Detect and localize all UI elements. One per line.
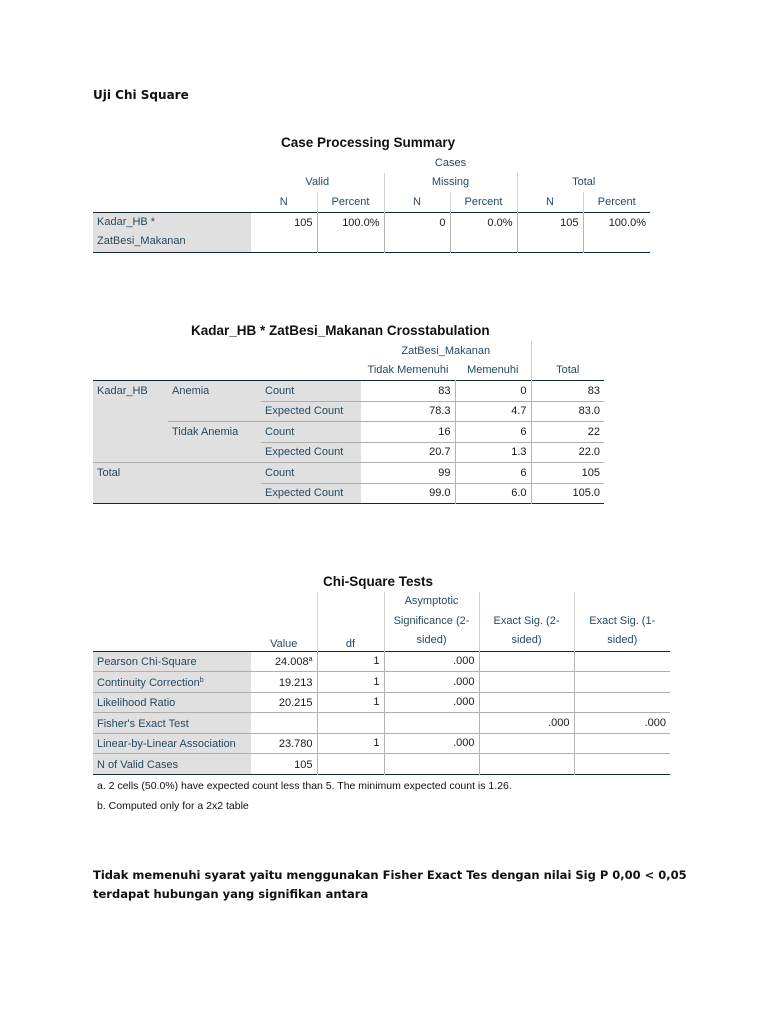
col-header-tidak-memenuhi: Tidak Memenuhi [367, 364, 449, 377]
test-df-cell: 1 [317, 672, 384, 693]
crosstab-cell: 4.7 [455, 401, 531, 422]
total-percent-cell: 100.0% [608, 216, 646, 229]
cases-header: Cases [434, 156, 467, 169]
test-df-cell: 1 [317, 733, 384, 754]
crosstab-col-group: ZatBesi_Makanan [361, 341, 531, 361]
stat-label: Expected Count [261, 442, 361, 463]
total-label: Total [93, 463, 261, 504]
crosstab-cell: 1.3 [455, 442, 531, 463]
group-header-valid: Valid [251, 173, 384, 193]
missing-percent-cell: 0.0% [450, 212, 517, 252]
category-label: Anemia [168, 381, 261, 422]
test-exact2-cell: .000 [479, 713, 574, 734]
stat-label: Expected Count [261, 483, 361, 504]
test-asymp-cell: .000 [384, 733, 479, 754]
test-exact2-cell [479, 754, 574, 775]
header-exact-sig-2-sided: Exact Sig. (2-sided) [479, 592, 574, 651]
table-row [93, 733, 670, 754]
test-exact1-cell: .000 [644, 716, 666, 729]
test-exact1-cell [574, 692, 670, 713]
test-exact2-cell [479, 692, 574, 713]
crosstab-table [93, 341, 604, 504]
test-value-cell: 105 [251, 754, 317, 775]
crosstab-cell: 16 [361, 422, 455, 443]
test-df-cell: 1 [317, 692, 384, 713]
test-exact2-cell [479, 733, 574, 754]
test-label: Fisher's Exact Test [93, 713, 251, 734]
crosstab-cell: 99.0 [361, 483, 455, 504]
crosstab-cell: 6 [455, 463, 531, 484]
test-exact2-cell [479, 672, 574, 693]
section-heading: Uji Chi Square [93, 88, 189, 102]
test-value-cell [251, 713, 317, 734]
test-asymp-cell [384, 713, 479, 734]
stat-label: Count [261, 422, 361, 443]
crosstab-cell: 22.0 [578, 446, 600, 459]
crosstab-cell: 78.3 [361, 401, 455, 422]
case-processing-title: Case Processing Summary [281, 135, 456, 150]
crosstab-cell: 83 [587, 384, 600, 397]
subheader-percent: Percent [450, 192, 517, 212]
crosstab-title: Kadar_HB * ZatBesi_Makanan Crosstabulation [191, 323, 490, 338]
test-exact1-cell [574, 651, 670, 672]
row-label: Kadar_HB * ZatBesi_Makanan [93, 212, 251, 252]
table-row [93, 754, 670, 775]
stat-label: Expected Count [261, 401, 361, 422]
test-exact1-cell [574, 754, 670, 775]
test-exact1-cell [574, 733, 670, 754]
test-value-cell: 19.213 [251, 672, 317, 693]
crosstab-cell: 83 [361, 381, 455, 402]
crosstab-cell: 22 [587, 425, 600, 438]
crosstab-cell: 0 [455, 381, 531, 402]
footnote-b: b. Computed only for a 2x2 table [97, 800, 249, 812]
header-exact-sig-1-sided: Exact Sig. (1-sided) [589, 614, 656, 646]
subheader-percent: Percent [597, 195, 636, 208]
test-exact1-cell [574, 672, 670, 693]
group-header-missing: Missing [384, 173, 517, 193]
subheader-n: N [251, 192, 317, 212]
footnote-a: a. 2 cells (50.0%) have expected count less than 5. The minimum expected count is 1.26. [97, 780, 512, 792]
test-df-cell: 1 [317, 651, 384, 672]
test-value-cell: 23.780 [251, 733, 317, 754]
table-row [93, 713, 670, 734]
crosstab-cell: 105 [581, 466, 600, 479]
chi-square-title: Chi-Square Tests [323, 574, 434, 589]
valid-n-cell: 105 [251, 212, 317, 252]
table-row [93, 692, 670, 713]
table-row [93, 651, 670, 672]
stat-label: Count [261, 381, 361, 402]
table-row [93, 381, 604, 402]
test-label: Likelihood Ratio [93, 692, 251, 713]
test-value-cell: 20.215 [251, 692, 317, 713]
test-asymp-cell: .000 [384, 651, 479, 672]
header-value: Value [251, 592, 317, 651]
chi-square-table [93, 592, 670, 775]
crosstab-cell: 105.0 [572, 487, 600, 500]
test-label: Pearson Chi-Square [93, 651, 251, 672]
stat-label: Count [261, 463, 361, 484]
header-df: df [317, 592, 384, 651]
test-df-cell [317, 713, 384, 734]
test-asymp-cell: .000 [384, 672, 479, 693]
test-label: Continuity Correction$^b$ [93, 672, 251, 693]
conclusion-text: Tidak memenuhi syarat yaitu menggunakan Fisher Exact Tes dengan nilai Sig P 0,00 < 0,05 terdapat hubungan yang signifikan antara [93, 868, 687, 901]
test-df-cell [317, 754, 384, 775]
subheader-n: N [517, 192, 583, 212]
missing-n-cell: 0 [384, 212, 450, 252]
valid-percent-cell: 100.0% [317, 212, 384, 252]
case-processing-table [93, 153, 650, 253]
crosstab-cell: 20.7 [361, 442, 455, 463]
total-n-cell: 105 [517, 212, 583, 252]
col-header-total: Total [556, 364, 580, 377]
var-label: Kadar_HB [93, 381, 168, 463]
header-asymptotic-significance: Asymptotic Significance (2-sided) [384, 592, 479, 651]
test-value-cell: 24.008$^a$ [251, 651, 317, 672]
crosstab-cell: 99 [361, 463, 455, 484]
crosstab-cell: 6.0 [455, 483, 531, 504]
col-header-memenuhi: Memenuhi [455, 361, 531, 381]
subheader-n: N [384, 192, 450, 212]
subheader-percent: Percent [317, 192, 384, 212]
table-row [93, 212, 650, 252]
category-label: Tidak Anemia [168, 422, 261, 463]
crosstab-cell: 83.0 [578, 405, 600, 418]
table-row [93, 463, 604, 484]
test-exact2-cell [479, 651, 574, 672]
test-label: N of Valid Cases [93, 754, 251, 775]
group-header-total: Total [572, 176, 596, 189]
test-label: Linear-by-Linear Association [93, 733, 251, 754]
test-asymp-cell [384, 754, 479, 775]
test-asymp-cell: .000 [384, 692, 479, 713]
table-row [93, 672, 670, 693]
crosstab-cell: 6 [455, 422, 531, 443]
table-row [93, 422, 604, 443]
